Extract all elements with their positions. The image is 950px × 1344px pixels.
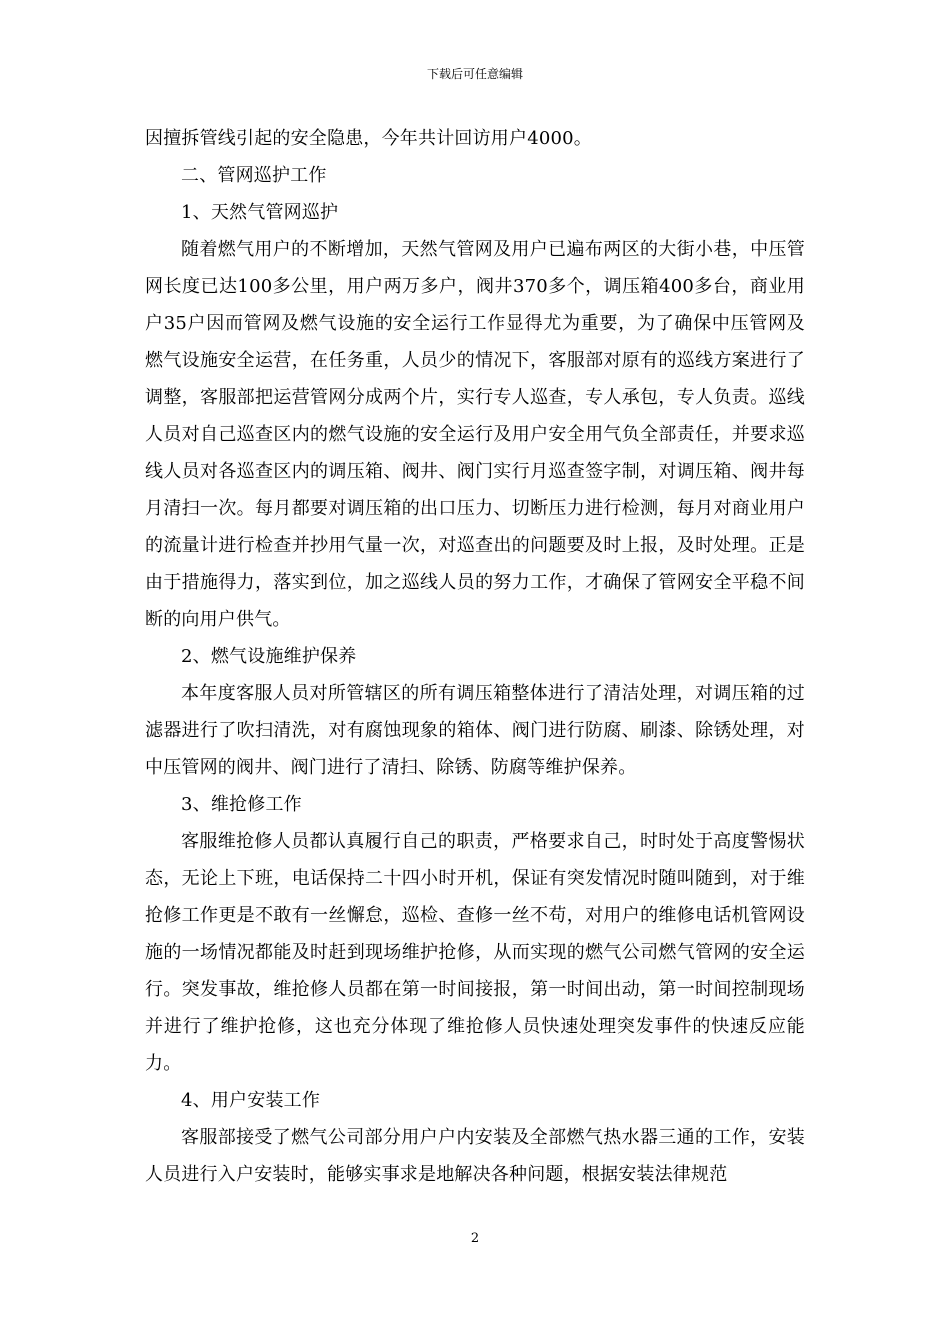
- paragraph-user-installation: 客服部接受了燃气公司部分用户户内安装及全部燃气热水器三通的工作，安装人员进行入户安装时，能够实事求是地解决各种问题，根据安装法律规范: [145, 1127, 805, 1185]
- page-header: 下载后可任意编辑: [426, 67, 523, 81]
- subheading-facility-maintenance: 2、燃气设施维护保养: [181, 646, 357, 667]
- paragraph-facility-maintenance: 本年度客服人员对所管辖区的所有调压箱整体进行了清洁处理，对调压箱的过滤器进行了吹扫清洗，对有腐蚀现象的箱体、阀门进行防腐、刷漆、除锈处理，对中压管网的阀井、阀门进行了清扫、除锈、防腐等维护保养。: [145, 683, 805, 778]
- subheading-emergency-repair: 3、维抢修工作: [181, 794, 302, 815]
- subheading-user-installation: 4、用户安装工作: [181, 1090, 321, 1111]
- paragraph-network-patrol: 随着燃气用户的不断增加，天然气管网及用户已遍布两区的大街小巷，中压管网长度已达100多公里，用户两万多户，阀井370多个，调压箱400多台，商业用户35户因而管网及燃气设施的安全运行工作显得尤为重要，为了确保中压管网及燃气设施安全运营，在任务重，人员少的情况下，客服部对原有的巡线方案进行了调整，客服部把运营管网分成两个片，实行专人巡查，专人承包，专人负责。巡线人员对自己巡查区内的燃气设施的安全运行及用户安全用气负全部责任，并要求巡线人员对各巡查区内的调压箱、阀井、阀门实行月巡查签字制，对调压箱、阀井每月清扫一次。每月都要对调压箱的出口压力、切断压力进行检测，每月对商业用户的流量计进行检查并抄用气量一次，对巡查出的问题要及时上报，及时处理。正是由于措施得力，落实到位，加之巡线人员的努力工作，才确保了管网安全平稳不间断的向用户供气。: [145, 239, 805, 630]
- paragraph-continuation: 因擅拆管线引起的安全隐患，今年共计回访用户4000。: [145, 128, 593, 149]
- subheading-gas-network-patrol: 1、天然气管网巡护: [181, 202, 339, 223]
- document-body: [145, 120, 805, 1193]
- page-number: 2: [470, 1231, 480, 1246]
- paragraph-emergency-repair: 客服维抢修人员都认真履行自己的职责，严格要求自己，时时处于高度警惕状态，无论上下班，电话保持二十四小时开机，保证有突发情况时随叫随到，对于维抢修工作更是不敢有一丝懈怠，巡检、查修一丝不苟，对用户的维修电话机管网设施的一场情况都能及时赶到现场维护抢修，从而实现的燃气公司燃气管网的安全运行。突发事故，维抢修人员都在第一时间接报，第一时间出动，第一时间控制现场并进行了维护抢修，这也充分体现了维抢修人员快速处理突发事件的快速反应能力。: [145, 831, 805, 1074]
- section-heading-pipeline-patrol: 二、管网巡护工作: [181, 165, 327, 186]
